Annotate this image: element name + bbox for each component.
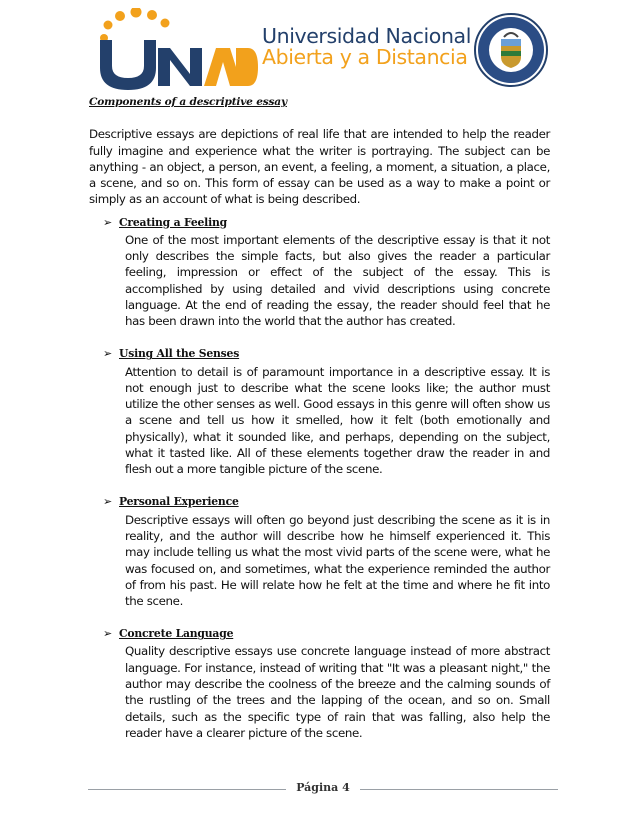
university-name-line2: Abierta y a Distancia [262,45,468,69]
list-item-title: Concrete Language [119,627,234,641]
list-item-heading [103,625,550,643]
list-item-body: Attention to detail is of paramount importance in a descriptive essay. It is not enough just to describe what the scene looks like; the author must utilize the other senses as well. Good essays in this genre will often show us a scene and tell us how it smelled, how it felt (both emotionally and physically), what it sounded like, and perhaps, depending on the subject, what it tasted like. All of these elements together draw the reader in and flesh out a more tangible picture of the scene. [125,364,550,477]
list-item [89,214,550,330]
arrow-bullet-icon: ➢ [103,495,113,509]
university-name-line1: Universidad Nacional [262,24,472,48]
list-item-body: Descriptive essays will often go beyond just describing the scene as it is in reality, and the author will describe how he himself experienced it. This may include telling us what the most vivid parts of the scene were, what he was focused on, and sometimes, what the experience reminded the author of from his past. He will relate how he felt at the time and where he fit into the scene. [125,512,550,609]
list-item-title: Personal Experience [119,495,239,509]
colombia-seal-icon [474,13,548,87]
list-item-body: One of the most important elements of the descriptive essay is that it not only describes the simple facts, but also gives the reader a particular feeling, impression or effect of the subject of the essay. This is accomplished by using detailed and vivid descriptions using concrete language. At the end of reading the essay, the reader should feel that he has been drawn into the world that the author has created. [125,232,550,329]
section-title: Components of a descriptive essay [89,96,287,108]
list-item-heading [103,214,550,232]
list-item-body: Quality descriptive essays use concrete language instead of more abstract language. For instance, instead of writing that "It was a pleasant night," the author may describe the coolness of the breeze and the calming sounds of the rustling of the trees and the lapping of the ocean, and so on. Small details, such as the specific type of rain that was falling, also help the reader have a clearer picture of the scene. [125,644,550,740]
list-item-heading [103,346,550,364]
page-number: Página 4 [296,781,350,794]
arrow-bullet-icon: ➢ [103,215,113,229]
list-item [89,346,550,478]
page-header [0,0,638,100]
list-item-heading [103,494,550,512]
arrow-bullet-icon: ➢ [103,627,113,641]
document-body [89,94,550,757]
list-item-title: Creating a Feeling [119,215,227,229]
unad-logo [98,8,258,94]
footer-divider-right [360,789,558,790]
list-item [89,625,550,741]
list-item [89,494,550,610]
university-name [262,26,471,68]
page-footer [88,782,558,796]
arrow-bullet-icon: ➢ [103,347,113,361]
intro-paragraph: Descriptive essays are depictions of real life that are intended to help the reader fully imagine and experience what the writer is portraying. The subject can be anything - an object, a person, an event, a feeling, a moment, a situation, a place, a scene, and so on. This form of essay can be used as a way to make a point or simply as an account of what is being described. [89,127,550,207]
list-item-title: Using All the Senses [119,347,240,361]
